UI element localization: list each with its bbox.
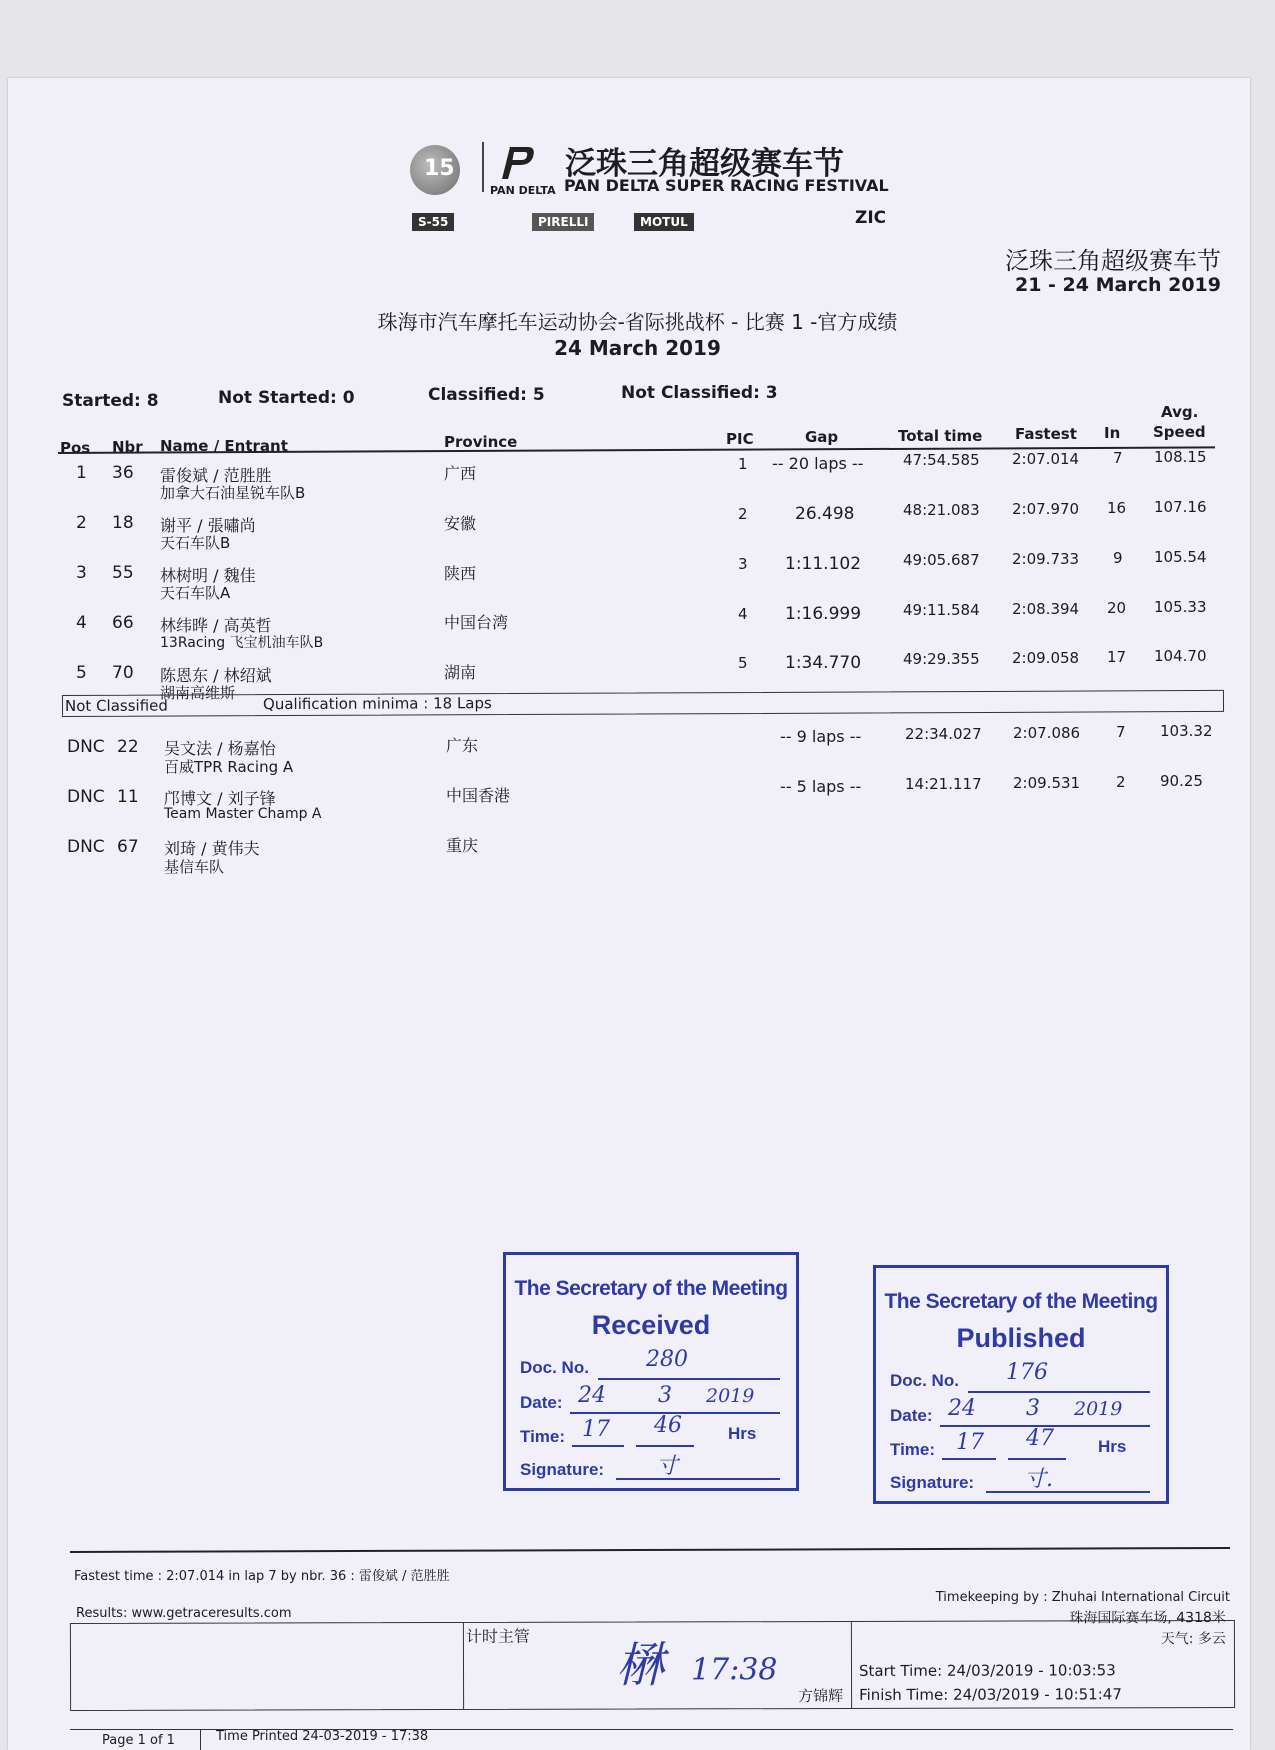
logo-en-title: PAN DELTA SUPER RACING FESTIVAL bbox=[564, 176, 889, 195]
cell-team: 加拿大石油星锐车队B bbox=[160, 484, 306, 502]
time-minutes: 47 bbox=[1026, 1426, 1054, 1451]
col-total-time: Total time bbox=[898, 427, 983, 445]
cell-province: 安徽 bbox=[444, 514, 477, 533]
fastest-lap-note: Fastest time : 2:07.014 in lap 7 by nbr. 36 : 雷俊斌 / 范胜胜 bbox=[74, 1569, 450, 1584]
cell-gap: 26.498 bbox=[795, 504, 855, 524]
sponsor-logo: MOTUL bbox=[634, 213, 694, 231]
cell-gap: 1:11.102 bbox=[785, 554, 862, 574]
cell-total: 48:21.083 bbox=[903, 501, 980, 519]
cell-total: 49:11.584 bbox=[903, 601, 980, 619]
cell-speed: 90.25 bbox=[1160, 772, 1203, 790]
cell-province: 广东 bbox=[446, 736, 479, 755]
cell-in: 20 bbox=[1107, 599, 1127, 617]
cell-drivers: 吴文法 / 杨嘉怡 bbox=[164, 739, 276, 758]
cell-nbr: 66 bbox=[112, 613, 134, 633]
time-underline bbox=[636, 1445, 694, 1447]
time-underline bbox=[942, 1458, 996, 1460]
not-classified-count: Not Classified: 3 bbox=[621, 383, 778, 403]
stamp-status: Received bbox=[591, 1310, 711, 1340]
sponsor-logo: PIRELLI bbox=[532, 213, 594, 231]
stamp-title: The Secretary of the Meeting bbox=[884, 1290, 1158, 1313]
cell-pos: 1 bbox=[76, 463, 87, 483]
not-classified-label: Not Classified bbox=[64, 696, 168, 715]
cell-team: 天石车队B bbox=[160, 534, 231, 552]
time-minutes: 46 bbox=[654, 1413, 682, 1438]
col-pic: PIC bbox=[726, 430, 754, 448]
footer-divider bbox=[463, 1623, 464, 1709]
date-day: 24 bbox=[578, 1383, 606, 1408]
cell-province: 广西 bbox=[444, 464, 477, 483]
col-name: Name / Entrant bbox=[160, 437, 288, 455]
time-hours: 17 bbox=[956, 1430, 984, 1455]
sponsor-logo: ZIC bbox=[855, 208, 887, 228]
date-day: 24 bbox=[948, 1396, 976, 1421]
cell-team: 湖南高维斯 bbox=[160, 684, 236, 702]
cell-pic: 2 bbox=[738, 505, 748, 523]
col-speed: Speed bbox=[1153, 423, 1206, 441]
cell-pos: DNC bbox=[67, 787, 105, 807]
col-fastest: Fastest bbox=[1015, 425, 1077, 443]
cell-drivers: 邝博文 / 刘子锋 bbox=[164, 789, 276, 808]
cell-nbr: 11 bbox=[117, 787, 139, 807]
cell-pos: 5 bbox=[76, 663, 87, 683]
cell-speed: 108.15 bbox=[1154, 448, 1207, 466]
qualification-minima: Qualification minima : 18 Laps bbox=[262, 694, 492, 714]
cell-province: 中国台湾 bbox=[444, 613, 509, 632]
cell-pos: 2 bbox=[76, 513, 87, 533]
doc-number: 176 bbox=[1006, 1360, 1048, 1385]
event-name: 泛珠三角超级赛车节 bbox=[1005, 247, 1221, 275]
footer-divider bbox=[851, 1622, 852, 1708]
date-year: 2019 bbox=[706, 1385, 755, 1407]
cell-in: 9 bbox=[1113, 549, 1123, 567]
chief-timekeeper-label: 计时主管 bbox=[465, 1626, 530, 1646]
cell-fastest: 2:07.014 bbox=[1012, 450, 1080, 468]
signature-label: Signature: bbox=[520, 1460, 605, 1479]
time-label: Time: bbox=[890, 1440, 936, 1459]
cell-team: 13Racing 飞宝机油车队B bbox=[160, 635, 324, 651]
pan-delta-p-icon bbox=[498, 143, 536, 181]
footer-divider bbox=[200, 1729, 201, 1750]
weather-info: 天气: 多云 bbox=[1160, 1630, 1226, 1648]
logo-divider bbox=[482, 142, 484, 192]
pan-delta-mark: PAN DELTA bbox=[490, 184, 556, 197]
cell-team: 基信车队 bbox=[164, 858, 225, 876]
festival-emblem-icon: 15 bbox=[410, 145, 460, 195]
signature-label: Signature: bbox=[890, 1473, 975, 1492]
date-month: 3 bbox=[658, 1383, 672, 1408]
time-printed: Time Printed 24-03-2019 - 17:38 bbox=[216, 1729, 429, 1744]
date-label: Date: bbox=[520, 1393, 563, 1412]
doc-underline bbox=[968, 1391, 1150, 1393]
time-underline bbox=[1008, 1458, 1066, 1460]
cell-gap: -- 20 laps -- bbox=[772, 454, 864, 473]
cell-fastest: 2:08.394 bbox=[1012, 600, 1080, 618]
time-label: Time: bbox=[520, 1427, 566, 1446]
start-time: Start Time: 24/03/2019 - 10:03:53 bbox=[858, 1661, 1116, 1680]
doc-underline bbox=[598, 1378, 780, 1380]
cell-speed: 107.16 bbox=[1154, 498, 1207, 516]
cell-fastest: 2:09.531 bbox=[1013, 774, 1081, 792]
cell-pos: DNC bbox=[67, 837, 105, 857]
classified-count: Classified: 5 bbox=[428, 385, 545, 405]
signature: 寸 bbox=[656, 1454, 679, 1479]
stamp-status: Published bbox=[956, 1323, 1086, 1353]
chief-name: 方锦辉 bbox=[798, 1686, 844, 1706]
circuit-info: 珠海国际赛车场, 4318米 bbox=[1069, 1609, 1226, 1627]
cell-in: 17 bbox=[1107, 648, 1127, 666]
cell-nbr: 67 bbox=[117, 837, 139, 857]
hrs-label: Hrs bbox=[728, 1424, 757, 1443]
cell-speed: 104.70 bbox=[1154, 647, 1207, 665]
cell-speed: 105.33 bbox=[1154, 598, 1207, 616]
time-hours: 17 bbox=[582, 1417, 610, 1442]
page-number: Page 1 of 1 bbox=[102, 1733, 175, 1748]
doc-number: 280 bbox=[646, 1347, 688, 1372]
hrs-label: Hrs bbox=[1098, 1437, 1127, 1456]
cell-drivers: 陈恩东 / 林绍斌 bbox=[160, 666, 272, 685]
col-province: Province bbox=[444, 433, 518, 451]
cell-drivers: 刘琦 / 黄伟夫 bbox=[164, 839, 260, 858]
cell-gap: -- 5 laps -- bbox=[780, 777, 862, 796]
col-in: In bbox=[1104, 424, 1121, 442]
cell-in: 2 bbox=[1116, 773, 1126, 791]
cell-total: 47:54.585 bbox=[903, 451, 980, 469]
started-count: Started: 8 bbox=[62, 391, 159, 411]
cell-province: 湖南 bbox=[444, 663, 477, 682]
signature: 寸. bbox=[1024, 1467, 1053, 1492]
col-avg: Avg. bbox=[1161, 403, 1199, 421]
doc-label: Doc. No. bbox=[520, 1358, 589, 1377]
cell-team: Team Master Champ A bbox=[164, 806, 322, 822]
not-started-count: Not Started: 0 bbox=[218, 388, 355, 408]
timekeeping-credit: Timekeeping by : Zhuhai International Circuit bbox=[935, 1590, 1230, 1605]
cell-nbr: 18 bbox=[112, 513, 134, 533]
signature-time: 17:38 bbox=[690, 1652, 778, 1688]
col-pos: Pos bbox=[60, 439, 91, 457]
cell-in: 16 bbox=[1107, 499, 1127, 517]
doc-label: Doc. No. bbox=[890, 1371, 959, 1390]
cell-pos: 3 bbox=[76, 563, 87, 583]
time-underline bbox=[572, 1445, 624, 1447]
cell-pic: 5 bbox=[738, 654, 748, 672]
event-dates: 21 - 24 March 2019 bbox=[1015, 274, 1221, 296]
race-date: 24 March 2019 bbox=[554, 336, 721, 360]
chief-signature-icon: 楙 bbox=[615, 1637, 665, 1694]
cell-gap: -- 9 laps -- bbox=[780, 727, 862, 746]
cell-total: 14:21.117 bbox=[905, 775, 982, 793]
cell-gap: 1:16.999 bbox=[785, 604, 862, 624]
race-title: 珠海市汽车摩托车运动协会-省际挑战杯 - 比赛 1 -官方成绩 bbox=[377, 310, 898, 334]
logo-cn-title: 泛珠三角超级赛车节 bbox=[565, 146, 844, 182]
cell-nbr: 22 bbox=[117, 737, 139, 757]
cell-pos: DNC bbox=[67, 737, 105, 757]
results-url: Results: www.getraceresults.com bbox=[76, 1606, 292, 1621]
cell-pos: 4 bbox=[76, 613, 87, 633]
cell-pic: 4 bbox=[738, 605, 748, 623]
cell-in: 7 bbox=[1113, 449, 1123, 467]
col-nbr: Nbr bbox=[112, 438, 143, 456]
signature-underline bbox=[616, 1478, 780, 1480]
cell-team: 百威TPR Racing A bbox=[164, 758, 294, 776]
cell-nbr: 36 bbox=[112, 463, 134, 483]
date-year: 2019 bbox=[1074, 1398, 1123, 1420]
cell-total: 49:05.687 bbox=[903, 551, 980, 569]
cell-fastest: 2:09.058 bbox=[1012, 649, 1080, 667]
date-month: 3 bbox=[1026, 1396, 1040, 1421]
cell-drivers: 雷俊斌 / 范胜胜 bbox=[160, 466, 272, 485]
finish-time: Finish Time: 24/03/2019 - 10:51:47 bbox=[859, 1685, 1122, 1704]
cell-fastest: 2:07.086 bbox=[1013, 724, 1081, 742]
date-label: Date: bbox=[890, 1406, 933, 1425]
cell-gap: 1:34.770 bbox=[785, 653, 862, 673]
cell-drivers: 林纬晔 / 高英哲 bbox=[160, 616, 272, 635]
cell-province: 重庆 bbox=[446, 836, 479, 855]
cell-nbr: 70 bbox=[112, 663, 134, 683]
cell-speed: 103.32 bbox=[1160, 722, 1213, 740]
cell-pic: 3 bbox=[738, 555, 748, 573]
cell-total: 22:34.027 bbox=[905, 725, 982, 743]
cell-team: 天石车队A bbox=[160, 584, 231, 602]
cell-drivers: 谢平 / 張嘯尚 bbox=[160, 516, 256, 535]
cell-fastest: 2:07.970 bbox=[1012, 500, 1080, 518]
published-stamp bbox=[873, 1265, 1169, 1504]
stamp-title: The Secretary of the Meeting bbox=[514, 1277, 788, 1300]
cell-drivers: 林树明 / 魏佳 bbox=[160, 566, 256, 585]
cell-pic: 1 bbox=[738, 455, 748, 473]
cell-fastest: 2:09.733 bbox=[1012, 550, 1080, 568]
cell-total: 49:29.355 bbox=[903, 650, 980, 668]
sponsor-logo: S-55 bbox=[412, 213, 454, 231]
cell-province: 中国香港 bbox=[446, 786, 511, 805]
cell-province: 陕西 bbox=[444, 564, 477, 583]
signature-underline bbox=[986, 1491, 1150, 1493]
col-gap: Gap bbox=[805, 428, 839, 446]
cell-speed: 105.54 bbox=[1154, 548, 1207, 566]
cell-in: 7 bbox=[1116, 723, 1126, 741]
received-stamp bbox=[503, 1252, 799, 1491]
cell-nbr: 55 bbox=[112, 563, 134, 583]
